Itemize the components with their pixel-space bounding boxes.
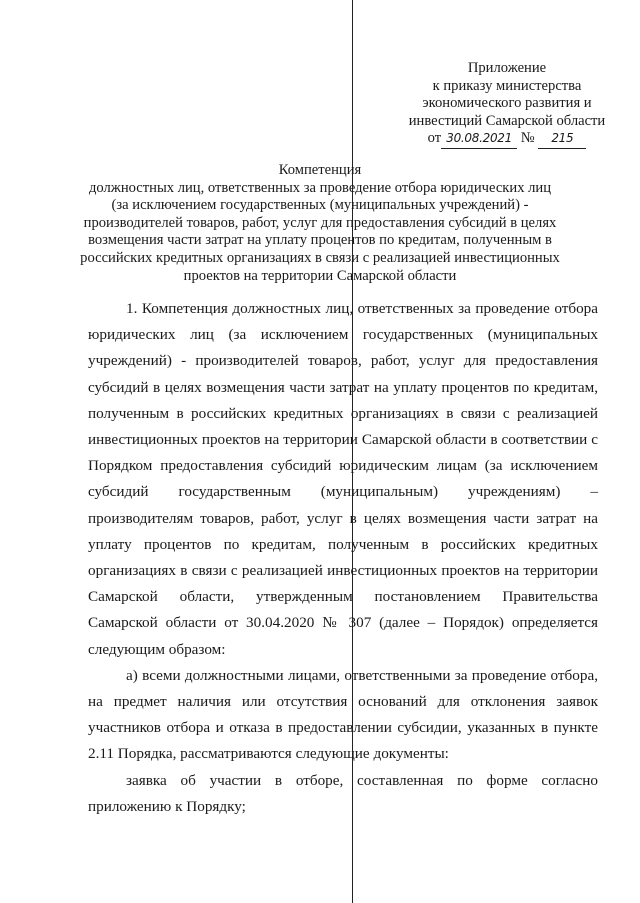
appendix-header — [392, 60, 622, 149]
body-paragraph: заявка об участии в отборе, составленная по форме согласно приложению к Порядку; — [88, 771, 598, 815]
order-date-handwritten: 30.08.2021 — [441, 130, 517, 149]
body-paragraph: а) всеми должностными лицами, ответственными за проведение отбора, на предмет наличия или отсутствия оснований для отклонения заявок участников отбора и отказа в предоставлении субсидии, указанных в пункте 2.11 Порядка, рассматриваются следующие документы: — [88, 666, 598, 763]
subtitle-line: российских кредитных организациях в связи с реализацией инвестиционных — [80, 249, 560, 266]
appendix-line: инвестиций Самарской области — [408, 112, 606, 129]
order-number-handwritten: 215 — [538, 130, 586, 149]
document-title-block — [60, 162, 580, 285]
subtitle-line: производителей товаров, работ, услуг для предоставления субсидий в целях — [83, 214, 557, 231]
subtitle-line: возмещения части затрат на уплату процентов по кредитам, полученным в — [88, 232, 552, 249]
appendix-line: экономического развития и — [422, 95, 592, 112]
subtitle-line: (за исключением государственных (муниципальных учреждений) - — [111, 197, 529, 214]
document-body — [88, 296, 598, 820]
appendix-line: Приложение — [467, 60, 547, 76]
subtitle-line: проектов на территории Самарской области — [183, 267, 457, 284]
appendix-line: к приказу министерства — [432, 77, 582, 94]
body-paragraph: 1. Компетенция должностных лиц, ответственных за проведение отбора юридических лиц (за исключением государственных (муниципальных учреждений) - производителей товаров, работ, услуг для предоставления субсидий в целях возмещения части затрат на уплату процентов по кредитам, полученным в российских кредитных организациях в связи с реализацией инвестиционных проектов на территории Самарской области в соответствии с Порядком предоставления субсидий юридическим лицам (за исключением субсидий государственным (муниципальным) учреждениям) – производителям товаров, работ, услуг в целях возмещения части затрат на уплату процентов по кредитам, полученным в российских кредитных организациях в связи с реализацией инвестиционных проектов на территории Самарской области, утвержденным постановлением Правительства Самарской области от 30.04.2020 № 307 (далее – Порядок) определяется следующим образом: — [88, 300, 598, 658]
subtitle-line: должностных лиц, ответственных за проведение отбора юридических лиц — [88, 179, 552, 196]
document-heading: Компетенция — [278, 162, 362, 178]
order-date-number — [392, 130, 622, 149]
number-prefix: № — [520, 130, 535, 147]
date-prefix: от — [427, 130, 442, 147]
